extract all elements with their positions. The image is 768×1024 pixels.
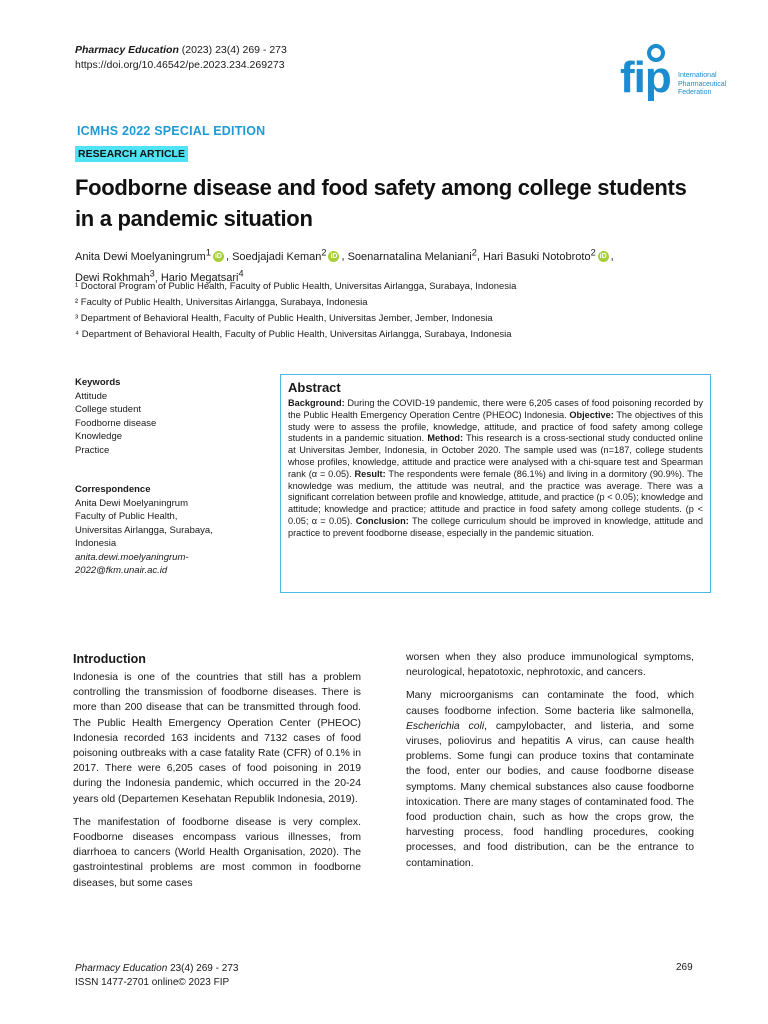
author: Soedjajadi Keman$^2$ bbox=[232, 247, 327, 263]
article-type-badge: RESEARCH ARTICLE bbox=[75, 146, 188, 162]
keyword: Knowledge bbox=[75, 431, 123, 442]
logo-word: fip bbox=[620, 53, 671, 102]
orcid-icon[interactable]: iD bbox=[599, 253, 607, 261]
affiliation: ³ Department of Behavioral Health, Faculty of Public Health, Universitas Jember, Jember, Indonesia bbox=[75, 313, 493, 324]
author: Anita Dewi Moelyaningrum$^1$ bbox=[75, 247, 211, 263]
abstract-text: Background: During the COVID-19 pandemic, there were 6,205 cases of food poisoning recorded by the Public Health Emergency Operation Centre (PHEOC) Indonesia. Objective: The objectives of this study were to assess the profile, knowledge, attitude, and practice of food safety among college students in a pandemic situation. Method: This research is a cross-sectional study conducted online at Universitas Jember, Indonesia, in October 2020. The sample used was (n=187, college students whose profiles, knowledge, attitude and practice were analysed with a chi-square test and Spearman rank (α = 0.05). Result: The respondents were female (86.1%) and living in a dormitory (90.9%). The knowledge was medium, the attitude was neutral, and the practice was average. There was a significant correlation between profile and knowledge, attitude, and practice (p < 0.05); knowledge and attitude; knowledge and practice; attitude and practice in food safety among college students. (p < 0.05; α = 0.05). Conclusion: The college curriculum should be improved in knowledge, attitude and practice to prevent foodborne disease, especially in the pandemic situation. bbox=[288, 398, 704, 538]
footer-journal: Pharmacy Education bbox=[75, 963, 168, 974]
journal-name: Pharmacy Education bbox=[75, 44, 179, 56]
author: Soenarnatalina Melaniani$^2$ bbox=[347, 247, 477, 263]
paragraph: worsen when they also produce immunological symptoms, neurological, hepatotoxic, nephrotoxic, and cancers. bbox=[406, 652, 694, 679]
orcid-icon[interactable]: iD bbox=[214, 253, 222, 261]
author: Hario Megatsari$^4$ bbox=[160, 268, 244, 285]
fip-logo bbox=[620, 42, 740, 112]
paragraph: Indonesia is one of the countries that still has a problem controlling the transmission of foodborne diseases. There is more than 200 disease that can be transmitted through food. The Public Health Emergency Operation Center (PHEOC) Indonesia recorded 163 incidents and 7132 cases of food poisoning outbreaks with a case fatality Rate (CFR) of 0.1% in 2017. There were 6,205 cases of food poisoning in 2019 during the Indonesia pandemic, which occurred in the 20-24 years old (Departemen Kesehatan Republik Indonesia, 2019). bbox=[73, 672, 361, 805]
journal-citation bbox=[75, 43, 287, 57]
doi-link[interactable]: https://doi.org/10.46542/pe.2023.234.269273 bbox=[75, 59, 285, 71]
keyword: Attitude bbox=[75, 390, 108, 402]
keyword: Practice bbox=[75, 444, 110, 456]
introduction-heading: Introduction bbox=[73, 652, 146, 666]
keyword: Foodborne disease bbox=[75, 417, 157, 429]
footer-issn: ISSN 1477-2701 online© 2023 FIP bbox=[75, 977, 230, 988]
author: Hari Basuki Notobroto$^2$ bbox=[482, 247, 596, 263]
paragraph: Many microorganisms can contaminate the food, which causes foodborne infection. Some bacteria like salmonella, Escherichia coli, campylobacter, and listeria, and some viruses, poliovirus and hepatitis A virus, can cause health problems. Some fungi can produce toxins that contaminate the food, enter our bodies, and cause foodborne disease symptoms. Many chemical substances also cause foodborne intoxication. There are many stages of contaminated food. The food production chain, such as how the crops grow, the harvesting process, food handling procedures, cooking processes, and food distribution, can be the entrance to contamination. bbox=[406, 690, 694, 869]
body-column-left bbox=[73, 670, 361, 899]
abstract-heading: Abstract bbox=[288, 380, 341, 395]
footer-issue: 23(4) 269 - 273 bbox=[170, 963, 239, 974]
body-column-right bbox=[406, 650, 694, 879]
keyword: College student bbox=[75, 404, 142, 415]
correspondence-heading: Correspondence bbox=[75, 484, 151, 495]
abstract-box bbox=[280, 374, 711, 593]
keywords-block bbox=[75, 376, 265, 457]
page-number: 269 bbox=[676, 962, 693, 973]
correspondence-email[interactable]: anita.dewi.moelyaningrum- bbox=[75, 551, 189, 563]
journal-issue: (2023) 23(4) 269 - 273 bbox=[181, 44, 287, 56]
paragraph: The manifestation of foodborne disease is very complex. Foodborne diseases encompass various illnesses, from diarrhoea to cancers (World Health Organisation, 2020). The gastrointestinal problems are most common in foodborne diseases, but some cases bbox=[73, 816, 361, 889]
affiliation: ² Faculty of Public Health, Universitas Airlangga, Surabaya, Indonesia bbox=[75, 297, 368, 308]
correspondence-email[interactable]: 2022@fkm.unair.ac.id bbox=[75, 565, 168, 576]
footer-citation bbox=[75, 962, 238, 990]
affiliation: ⁴ Department of Behavioral Health, Faculty of Public Health, Universitas Airlangga, Surabaya, Indonesia bbox=[75, 329, 512, 340]
article-title: Foodborne disease and food safety among college students in a pandemic situation bbox=[75, 175, 687, 231]
author: Dewi Rokhmah$^3$ bbox=[75, 268, 155, 285]
correspondence-line: Faculty of Public Health, bbox=[75, 511, 178, 522]
special-edition-label: ICMHS 2022 SPECIAL EDITION bbox=[77, 124, 266, 138]
orcid-icon[interactable]: iD bbox=[330, 253, 338, 261]
correspondence-line: Anita Dewi Moelyaningrum bbox=[75, 497, 188, 509]
logo-subtitle: International Pharmaceutical Federation bbox=[678, 72, 727, 96]
correspondence-line: Indonesia bbox=[75, 538, 117, 549]
author-list: Anita Dewi Moelyaningrum$^1$ iD , Soedjajadi Keman$^2$ iD , Soenarnatalina Melaniani$^2$, Hari Basuki Notobroto$^2$ iD , Dewi Rokhmah$^3$, Hario Megatsari$^4$ bbox=[75, 247, 614, 285]
correspondence-block bbox=[75, 483, 265, 578]
keywords-heading: Keywords bbox=[75, 377, 121, 388]
correspondence-line: Universitas Airlangga, Surabaya, bbox=[75, 524, 213, 536]
affiliation: ¹ Doctoral Program of Public Health, Faculty of Public Health, Universitas Airlangga, Surabaya, Indonesia bbox=[75, 281, 517, 292]
